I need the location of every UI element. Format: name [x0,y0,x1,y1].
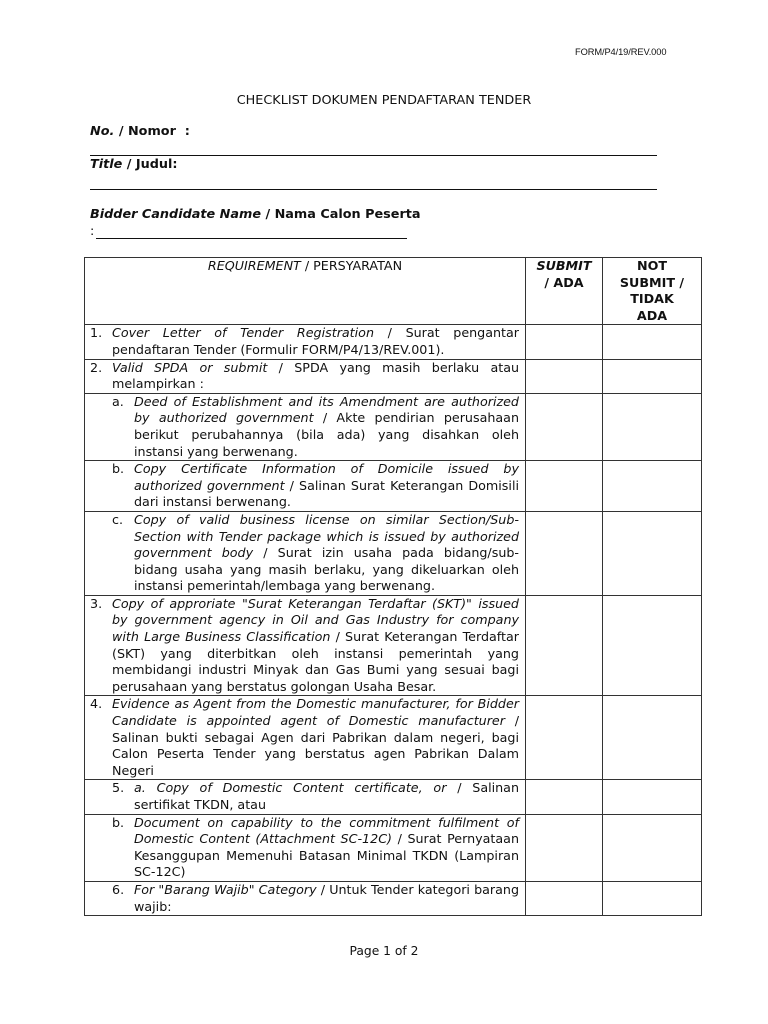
requirement-indonesian: / Salinan Surat Keterangan Domisili dari instansi berwenang. [134,477,519,510]
table-row [85,814,702,881]
bidder-field-label: Bidder Candidate Name / Nama Calon Peserta [90,207,421,222]
number-field-line[interactable] [90,155,657,156]
requirement-indonesian: / SPDA yang masih berlaku atau melampirkan : [112,359,520,392]
requirement-cell [85,595,526,696]
requirement-english: a. Copy of Domestic Content certificate, or [134,780,447,796]
bidder-field-colon: : [90,224,95,239]
not-submit-checkbox-cell[interactable] [603,595,702,696]
document-title: CHECKLIST DOKUMEN PENDAFTARAN TENDER [236,93,532,108]
requirement-english: Cover Letter of Tender Registration [112,325,374,341]
submit-checkbox-cell[interactable] [526,359,603,393]
item-number: 2. [90,359,103,375]
not-submit-checkbox-cell[interactable] [603,696,702,780]
requirement-indonesian: / Surat izin usaha pada bidang/sub-bidang usaha yang masih berlaku, yang dikeluarkan oleh instansi pemerintah/lembaga yang berwenang. [134,545,519,594]
submit-checkbox-cell[interactable] [526,696,603,780]
requirement-cell [85,780,526,814]
table-row [85,461,702,512]
requirement-cell [85,393,526,460]
requirement-english: Copy of approriate "Surat Keterangan Terdaftar (SKT)" issued by government agency in Oil and Gas Industry for company with Large Business Classification [112,595,519,645]
item-number: 3. [90,595,103,611]
submit-checkbox-cell[interactable] [526,881,603,915]
table-row [85,511,702,595]
requirement-cell [85,881,526,915]
item-number: 4. [90,696,103,712]
submit-header: SUBMIT / ADA [526,258,603,325]
item-number: 5. [112,780,125,796]
requirement-english: Evidence as Agent from the Domestic manufacturer, for Bidder Candidate is appointed agent of Domestic manufacturer [112,696,519,729]
number-field-label: No. / Nomor : [90,124,190,139]
item-number: b. [112,814,125,830]
requirement-indonesian: / Surat Pernyataan Kesanggupan Memenuhi Batasan Minimal TKDN (Lampiran SC-12C) [134,831,519,880]
not-submit-checkbox-cell[interactable] [603,780,702,814]
table-row [85,325,702,359]
table-row [85,881,702,915]
not-submit-checkbox-cell[interactable] [603,814,702,881]
requirement-english: Copy Certificate Information of Domicile issued by authorized government [134,461,519,493]
submit-checkbox-cell[interactable] [526,595,603,696]
item-number: c. [112,511,124,527]
table-row [85,595,702,696]
requirement-cell [85,359,526,393]
requirement-cell [85,696,526,780]
requirement-cell [85,325,526,359]
not-submit-checkbox-cell[interactable] [603,393,702,460]
item-number: 6. [112,881,125,897]
not-submit-checkbox-cell[interactable] [603,325,702,359]
requirement-english: Deed of Establishment and its Amendment are authorized by authorized government [134,393,519,426]
item-number: 1. [90,325,103,341]
item-number: a. [112,393,124,409]
checklist-table [84,257,702,916]
requirement-indonesian: / Salinan sertifikat TKDN, atau [134,780,520,812]
not-submit-checkbox-cell[interactable] [603,511,702,595]
not-submit-header: NOT SUBMIT / TIDAK ADA [603,258,702,325]
submit-checkbox-cell[interactable] [526,325,603,359]
requirement-indonesian: / Untuk Tender kategori barang wajib: [134,881,520,914]
requirement-indonesian: / Surat Keterangan Terdaftar (SKT) yang diterbitkan oleh instansi pemerintah yang membidangi industri Minyak dan Gas Bumi yang sesuai bagi perusahaan yang berstatus golongan Usaha Besar. [112,629,519,694]
requirement-english: Valid SPDA or submit [112,359,268,375]
requirement-cell [85,511,526,595]
requirement-cell [85,461,526,512]
requirement-english: For "Barang Wajib" Category [134,881,317,897]
table-row [85,359,702,393]
bidder-field-line[interactable] [96,238,407,239]
not-submit-checkbox-cell[interactable] [603,461,702,512]
table-row [85,696,702,780]
table-row [85,393,702,460]
title-field-line[interactable] [90,189,657,190]
form-code: FORM/P4/19/REV.000 [575,47,667,57]
title-field-label: Title / Judul: [90,157,178,172]
submit-checkbox-cell[interactable] [526,780,603,814]
submit-checkbox-cell[interactable] [526,814,603,881]
requirement-english: Copy of valid business license on similar Section/Sub-Section with Tender package which is issued by authorized government body [134,511,519,561]
table-header-row [85,258,702,325]
requirement-indonesian: / Surat pengantar pendaftaran Tender (Formulir FORM/P4/13/REV.001). [112,325,520,357]
requirement-indonesian: / Salinan bukti sebagai Agen dari Pabrikan dalam negeri, bagi Calon Peserta Tender yang berstatus agen Pabrikan Dalam Negeri [112,713,520,778]
requirement-header: REQUIREMENT / PERSYARATAN [85,258,526,325]
not-submit-checkbox-cell[interactable] [603,359,702,393]
table-row [85,780,702,814]
submit-checkbox-cell[interactable] [526,511,603,595]
requirement-indonesian: / Akte pendirian perusahaan berikut perubahannya (bila ada) yang disahkan oleh instansi yang berwenang. [134,410,519,459]
requirement-cell [85,814,526,881]
item-number: b. [112,461,125,477]
submit-checkbox-cell[interactable] [526,393,603,460]
page-footer: Page 1 of 2 [349,944,419,958]
submit-checkbox-cell[interactable] [526,461,603,512]
not-submit-checkbox-cell[interactable] [603,881,702,915]
requirement-english: Document on capability to the commitment fulfilment of Domestic Content (Attachment SC-12C) [134,814,519,847]
